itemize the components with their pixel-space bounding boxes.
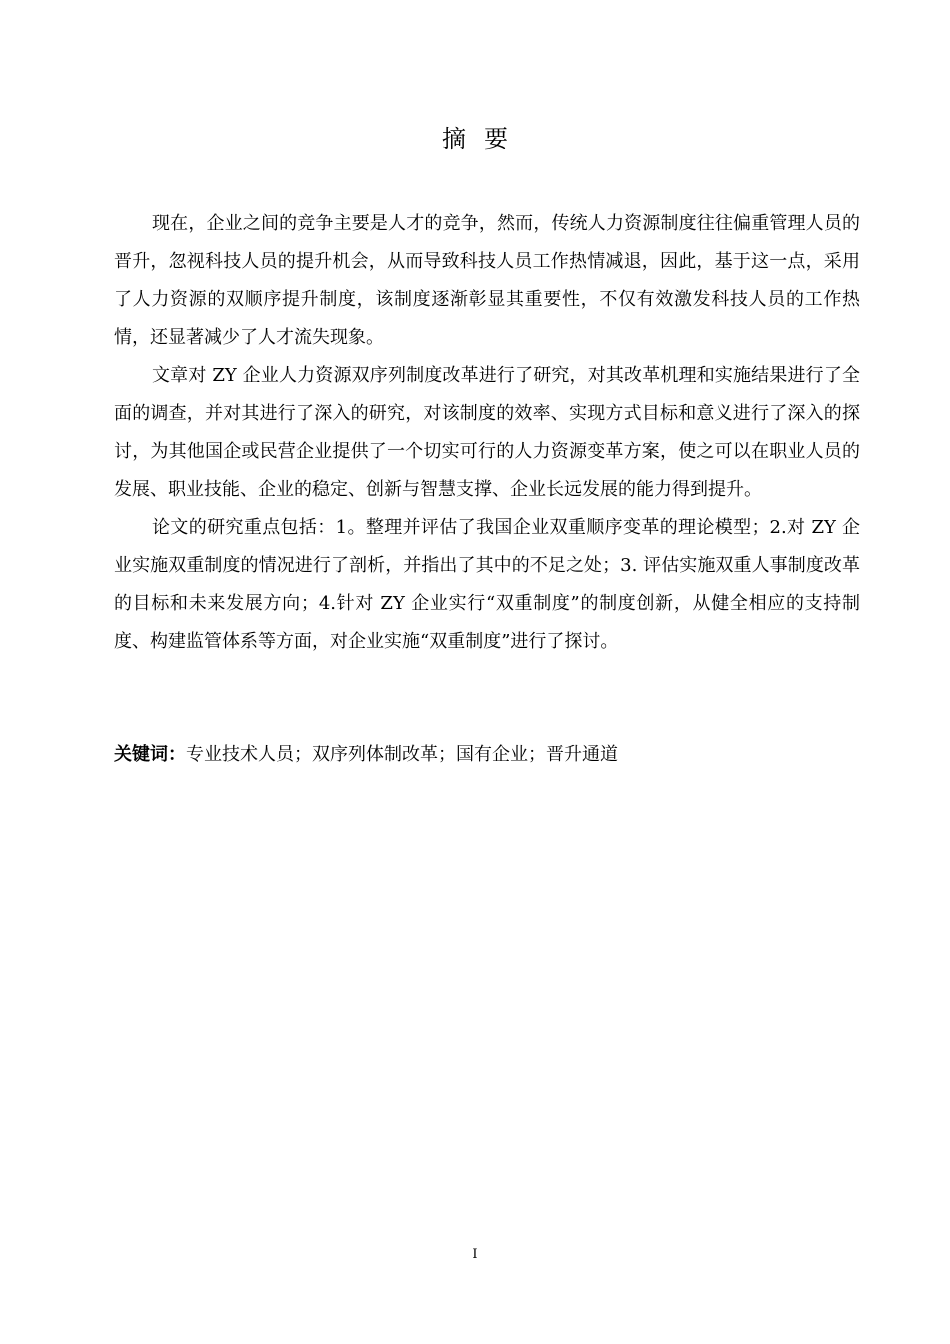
abstract-paragraph-3: 论文的研究重点包括：1。整理并评估了我国企业双重顺序变革的理论模型；2.对 ZY 企业实施双重制度的情况进行了剖析，并指出了其中的不足之处；3. 评估实施双重人事制度改革的目标和未来发展方向；4.针对 ZY 企业实行“双重制度”的制度创新，从健全相应的支持制度、构建监管体系等方面，对企业实施“双重制度”进行了探讨。	[114, 517, 860, 652]
page-number: I	[472, 1247, 478, 1262]
abstract-body	[114, 205, 860, 661]
keywords-line	[114, 736, 860, 774]
keywords-label: 关键词：	[114, 744, 186, 765]
keywords-text: 专业技术人员；双序列体制改革；国有企业；晋升通道	[186, 744, 618, 765]
abstract-paragraph-2: 文章对 ZY 企业人力资源双序列制度改革进行了研究，对其改革机理和实施结果进行了全面的调查，并对其进行了深入的研究，对该制度的效率、实现方式目标和意义进行了深入的探讨，为其他国企或民营企业提供了一个切实可行的人力资源变革方案，使之可以在职业人员的发展、职业技能、企业的稳定、创新与智慧支撑、企业长远发展的能力得到提升。	[114, 365, 860, 500]
page-title: 摘要	[442, 125, 526, 153]
abstract-paragraph-1: 现在，企业之间的竞争主要是人才的竞争，然而，传统人力资源制度往往偏重管理人员的晋升，忽视科技人员的提升机会，从而导致科技人员工作热情减退，因此，基于这一点，采用了人力资源的双顺序提升制度，该制度逐渐彰显其重要性，不仅有效激发科技人员的工作热情，还显著减少了人才流失现象。	[114, 213, 860, 348]
